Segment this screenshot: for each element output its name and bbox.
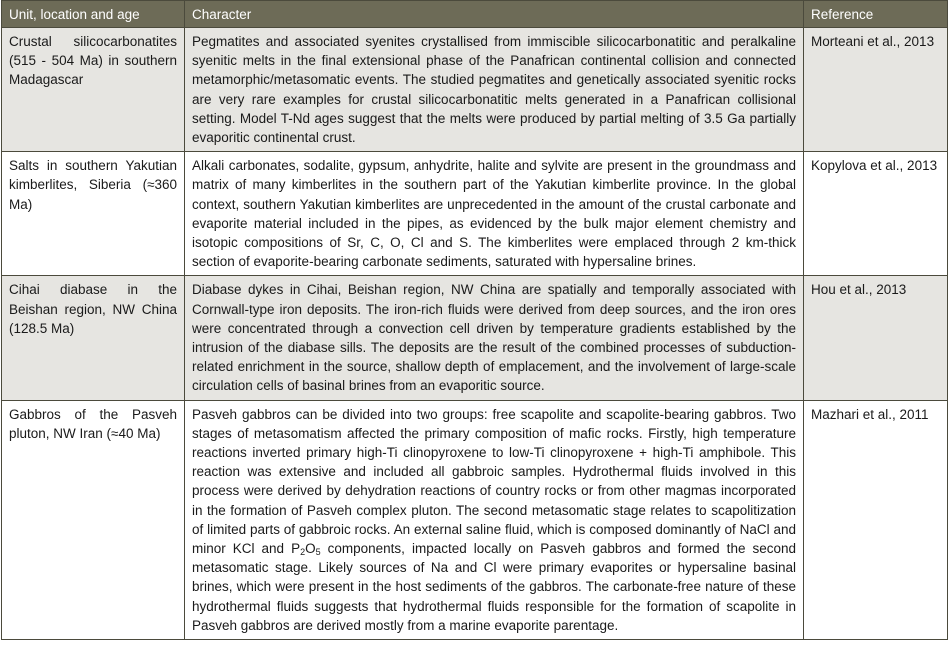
cell-unit: Crustal silicocarbonatites (515 - 504 Ma) in southern Madagascar: [2, 28, 185, 152]
cell-character: [185, 400, 804, 639]
character-text-part-1: Pasveh gabbros can be divided into two groups: free scapolite and scapolite-bearing gabbros. Two stages of metasomatism affected the primary composition of mafic rocks. Firstly, high temperature reactions inverted primary high-Ti clinopyroxene to low-Ti clinopyroxene + high-Ti amphibole. This reaction was extensive and included all gabbroic samples. Hydrothermal fluids involved in this process were derived by dehydration reactions of country rocks or from other magmas incorporated in the formation of Pasveh complex pluton. The second metasomatic stage relates to scapolitization of limited parts of gabbroic rocks. An external saline fluid, which is composed dominantly of NaCl and minor KCl and P: [192, 406, 796, 557]
cell-reference: Kopylova et al., 2013: [804, 152, 948, 276]
header-unit: Unit, location and age: [2, 1, 185, 28]
data-table: [1, 0, 948, 640]
character-text-o: O: [305, 541, 316, 557]
subscript-2: 2: [300, 547, 306, 558]
cell-reference: Morteani et al., 2013: [804, 28, 948, 152]
cell-character: Pegmatites and associated syenites crystallised from immiscible silicocarbonatitic and peralkaline syenitic melts in the final extensional phase of the Panafrican continental collision and connected metamorphic/metasomatic events. The studied pegmatites and genetically associated syenitic rocks are very rare examples for crustal silicocarbonatitic melts generated in a Panafrican collisional setting. Model T-Nd ages suggest that the melts were produced by partial melting of 3.5 Ga partially evaporitic continental crust.: [185, 28, 804, 152]
header-reference: Reference: [804, 1, 948, 28]
subscript-5: 5: [315, 547, 321, 558]
table-row: [2, 152, 948, 276]
cell-unit: Salts in southern Yakutian kimberlites, Siberia (≈360 Ma): [2, 152, 185, 276]
cell-character: Alkali carbonates, sodalite, gypsum, anhydrite, halite and sylvite are present in the groundmass and matrix of many kimberlites in the southern part of the Yakutian kimberlite province. In the global context, southern Yakutian kimberlites are unprecedented in the amount of the crustal carbonate and evaporite material included in the pipes, as evidenced by the bulk major element chemistry and isotopic compositions of Sr, C, O, Cl and S. The kimberlites were emplaced through 2 km-thick section of evaporite-bearing carbonate sediments, saturated with hypersaline brines.: [185, 152, 804, 276]
cell-character: Diabase dykes in Cihai, Beishan region, NW China are spatially and temporally associated with Cornwall-type iron deposits. The iron-rich fluids were derived from deep sources, and the iron ores were concentrated through a convection cell driven by temperature gradients established by the intrusion of the diabase sills. The deposits are the result of the combined processes of subduction-related enrichment in the source, shallow depth of emplacement, and the involvement of large-scale circulation cells of basinal brines from an evaporitic source.: [185, 276, 804, 400]
character-text-part-2: components, impacted locally on Pasveh gabbros and formed the second metasomatic stage. Likely sources of Na and Cl were primary evaporites or hypersaline basinal brines, which were present in the host sediments of the gabbros. The carbonate-free nature of these hydrothermal fluids suggests that hydrothermal fluids responsible for the formation of scapolite in Pasveh gabbros are derived mostly from a marine evaporite parentage.: [192, 541, 796, 633]
table-row: [2, 28, 948, 152]
cell-reference: Mazhari et al., 2011: [804, 400, 948, 639]
cell-reference: Hou et al., 2013: [804, 276, 948, 400]
cell-unit: Gabbros of the Pasveh pluton, NW Iran (≈40 Ma): [2, 400, 185, 639]
header-row: [2, 1, 948, 28]
table-row: [2, 400, 948, 639]
table-row: [2, 276, 948, 400]
cell-unit: Cihai diabase in the Beishan region, NW China (128.5 Ma): [2, 276, 185, 400]
header-character: Character: [185, 1, 804, 28]
